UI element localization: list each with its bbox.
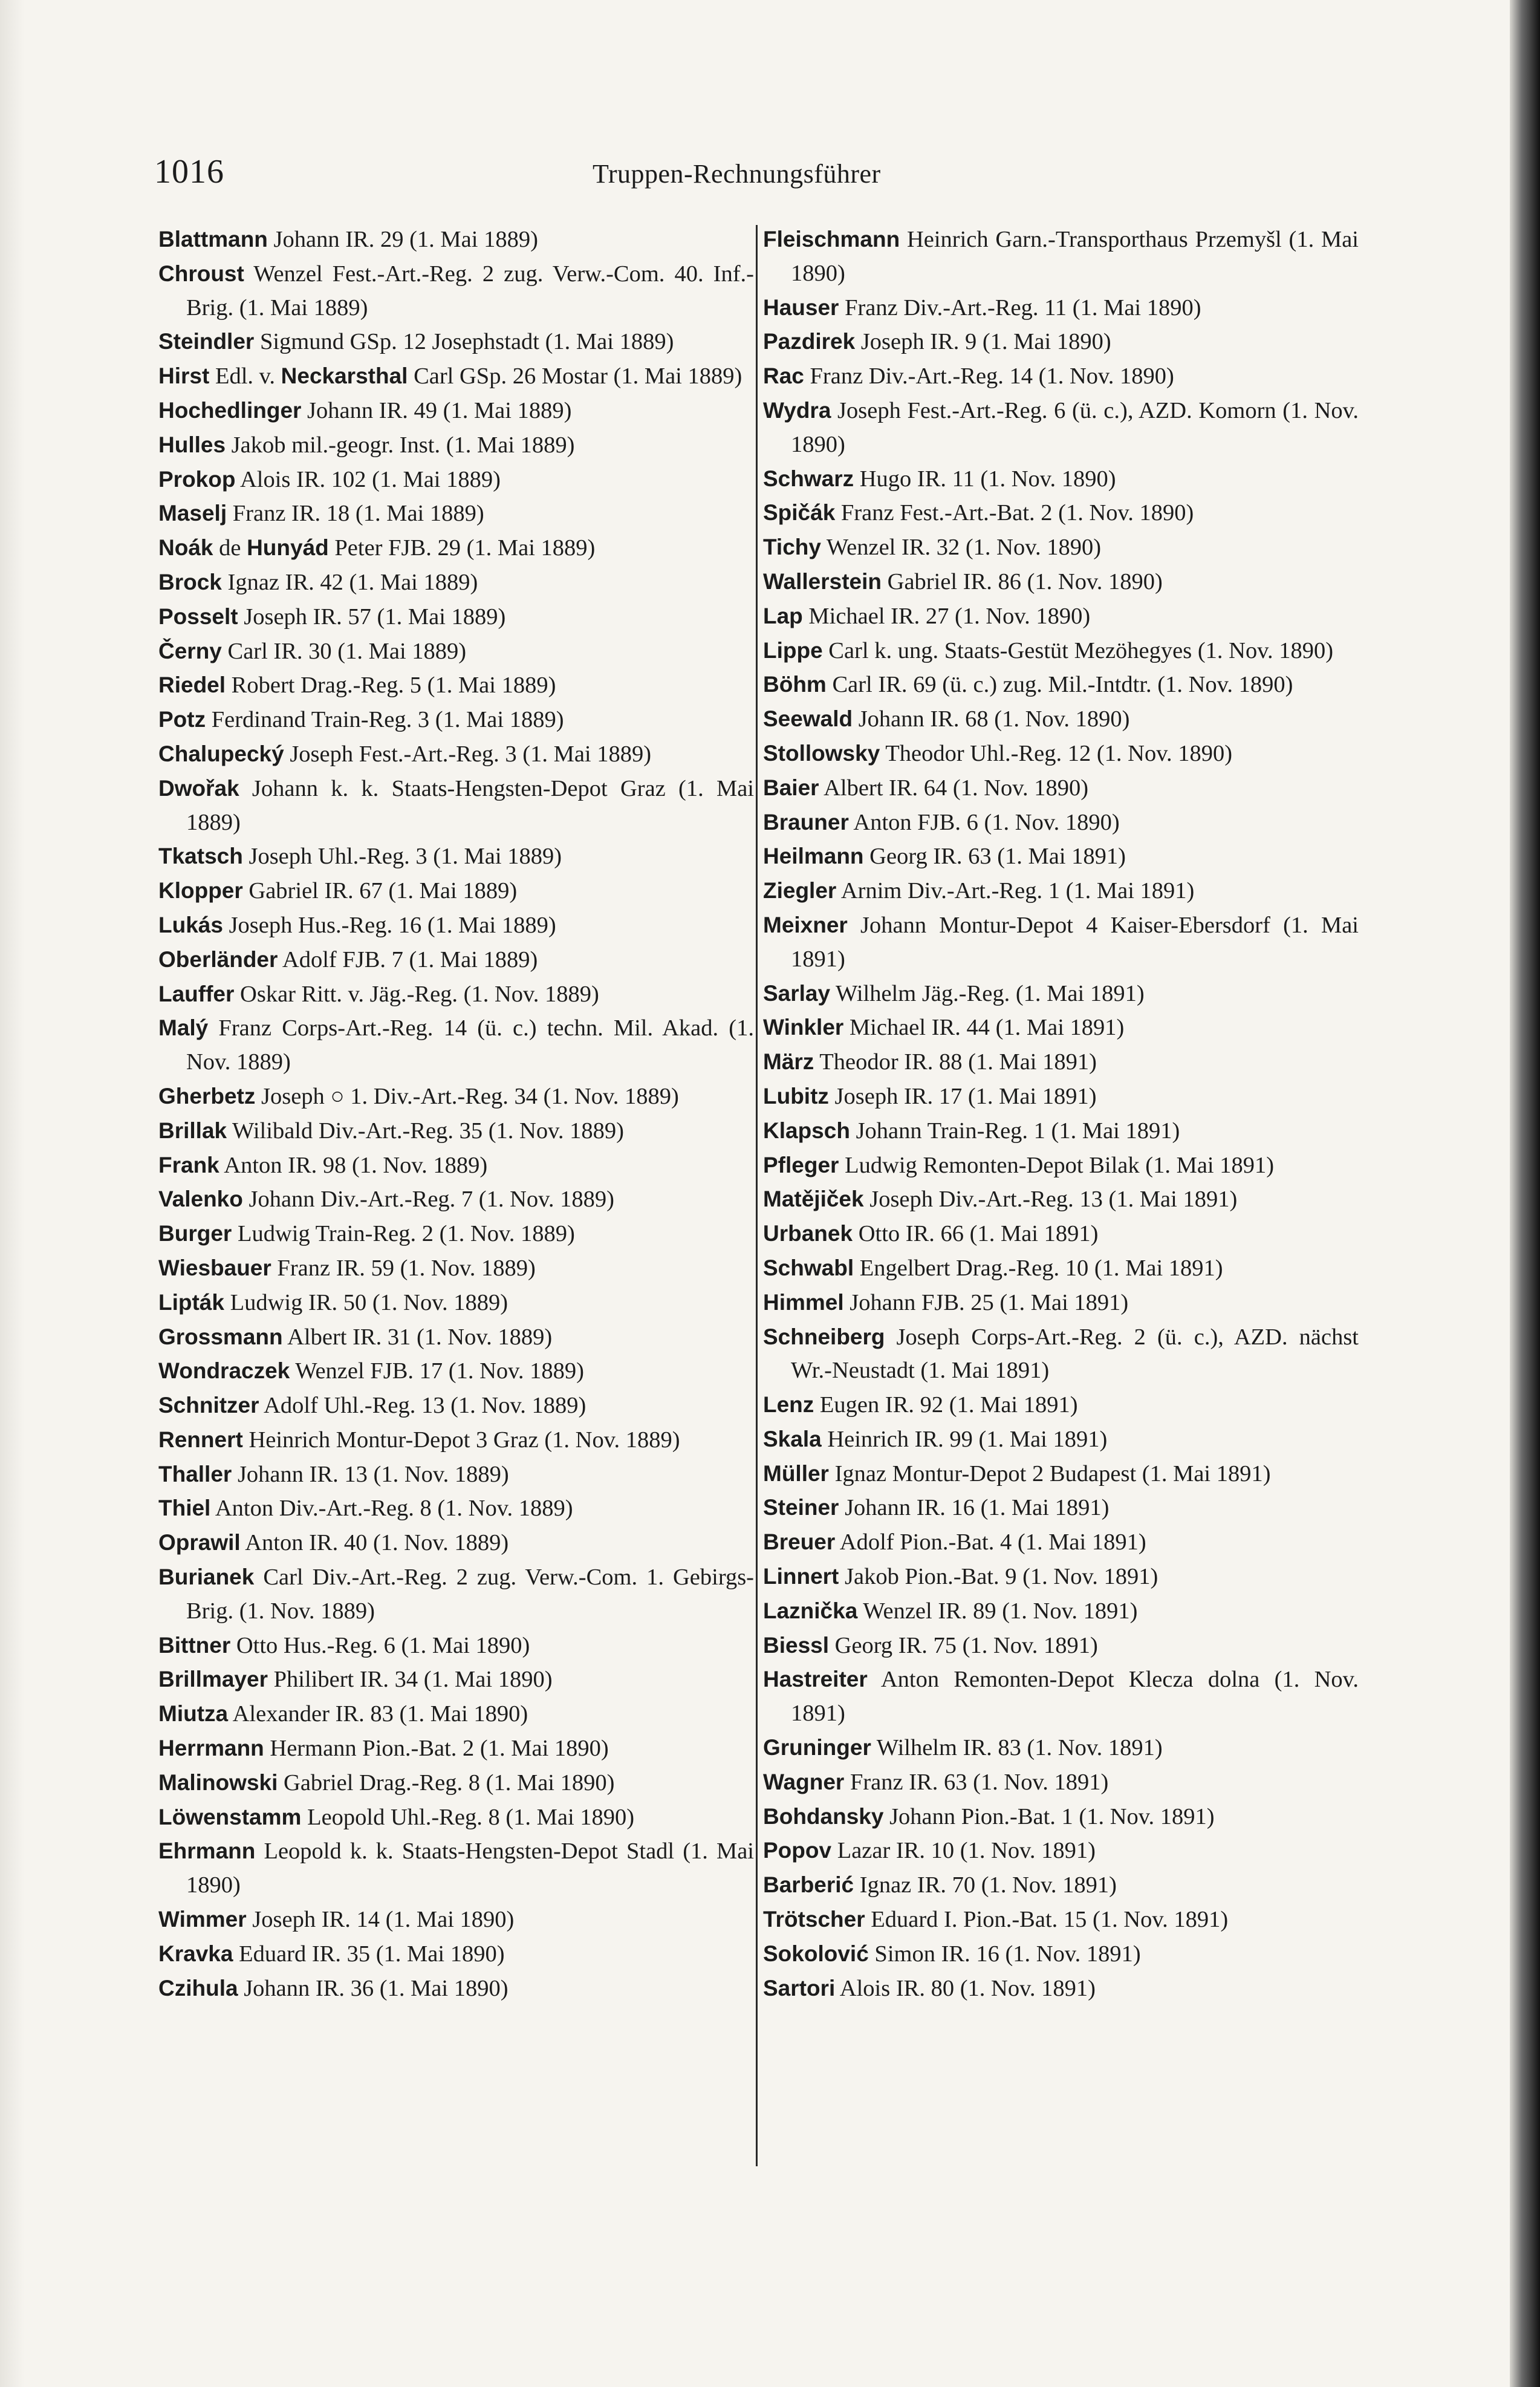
entry-details: Philibert IR. 34 (1. Mai 1890) <box>268 1667 553 1693</box>
list-entry <box>158 1423 754 1457</box>
list-entry <box>158 463 754 497</box>
entry-surname: Popov <box>763 1838 832 1863</box>
list-entry <box>763 1286 1359 1320</box>
list-entry <box>158 1389 754 1423</box>
entry-details: Lazar IR. 10 (1. Nov. 1891) <box>831 1838 1096 1864</box>
list-entry <box>158 223 754 257</box>
list-entry <box>763 839 1359 874</box>
list-entry <box>158 1491 754 1526</box>
entry-surname: Frank <box>158 1152 219 1177</box>
entry-surname: Löwenstamm <box>158 1804 302 1829</box>
entry-details: Adolf Uhl.-Reg. 13 (1. Nov. 1889) <box>259 1393 586 1419</box>
entry-details: Johann FJB. 25 (1. Mai 1891) <box>843 1289 1129 1315</box>
entry-surname: Černy <box>158 638 222 663</box>
entry-surname: Prokop <box>158 466 236 492</box>
entry-surname: Schwabl <box>763 1255 854 1280</box>
list-entry <box>763 1491 1359 1525</box>
entry-details: Anton Div.-Art.-Reg. 8 (1. Nov. 1889) <box>210 1496 573 1522</box>
entry-surname: Miutza <box>158 1701 229 1727</box>
entry-surname: Pfleger <box>763 1152 839 1177</box>
entry-surname: Steindler <box>158 329 255 354</box>
entry-surname: Urbanek <box>763 1221 853 1246</box>
list-entry <box>158 634 754 669</box>
entry-details: Oskar Ritt. v. Jäg.-Reg. (1. Nov. 1889) <box>234 981 599 1007</box>
entry-details: Sigmund GSp. 12 Josephstadt (1. Mai 1889) <box>254 329 674 355</box>
list-entry <box>158 600 754 634</box>
list-entry <box>763 1114 1359 1148</box>
entry-details: Johann k. k. Staats-Hengsten-Depot Graz (1. Mai 1889) <box>186 775 754 835</box>
entry-details: Franz Corps-Art.-Reg. 14 (ü. c.) techn. Mil. Akad. (1. Nov. 1889) <box>186 1015 754 1075</box>
list-entry <box>763 1148 1359 1183</box>
entry-details: Ignaz IR. 42 (1. Mai 1889) <box>221 569 478 595</box>
list-entry <box>763 634 1359 668</box>
entry-details: Otto Hus.-Reg. 6 (1. Mai 1890) <box>230 1632 530 1658</box>
entry-details: Johann IR. 13 (1. Nov. 1889) <box>232 1461 509 1487</box>
list-entry <box>763 1560 1359 1594</box>
list-entry <box>763 462 1359 497</box>
page-left-shadow <box>0 0 24 2387</box>
list-entry <box>763 1457 1359 1491</box>
entry-details: Adolf FJB. 7 (1. Mai 1889) <box>278 946 538 972</box>
entry-details: Carl k. ung. Staats-Gestüt Mezöhegyes (1. Nov. 1890) <box>822 637 1334 663</box>
list-entry <box>763 806 1359 840</box>
list-entry <box>158 1457 754 1492</box>
list-entry <box>763 223 1359 291</box>
entry-details: Johann IR. 68 (1. Nov. 1890) <box>853 706 1130 732</box>
entry-surname: Lukás <box>158 912 223 937</box>
entry-details: Ludwig Train-Reg. 2 (1. Nov. 1889) <box>232 1221 575 1247</box>
entry-surname: Ehrmann <box>158 1838 256 1864</box>
entry-surname: Klopper <box>158 878 243 904</box>
list-entry <box>158 943 754 977</box>
entry-details: Jakob Pion.-Bat. 9 (1. Nov. 1891) <box>839 1564 1158 1590</box>
list-entry <box>763 1903 1359 1937</box>
entry-details: Franz Div.-Art.-Reg. 11 (1. Mai 1890) <box>839 295 1201 321</box>
entry-surname: Pazdirek <box>763 329 856 354</box>
entry-surname: Klapsch <box>763 1118 850 1143</box>
list-entry <box>158 257 754 325</box>
entry-details: Gabriel IR. 86 (1. Nov. 1890) <box>882 568 1163 594</box>
entry-details: Joseph IR. 57 (1. Mai 1889) <box>238 604 506 630</box>
list-entry <box>158 908 754 943</box>
list-entry <box>763 1422 1359 1457</box>
list-entry <box>763 1251 1359 1286</box>
list-entry <box>158 1114 754 1148</box>
entry-surname: Dwořak <box>158 775 239 801</box>
entry-details: Hermann Pion.-Bat. 2 (1. Mai 1890) <box>264 1736 609 1762</box>
entry-details: Johann IR. 29 (1. Mai 1889) <box>267 227 538 252</box>
entry-surname: Rac <box>763 363 804 389</box>
entry-surname: Bohdansky <box>763 1803 884 1829</box>
list-entry <box>763 1080 1359 1114</box>
list-entry <box>763 771 1359 806</box>
entry-surname: Czihula <box>158 1975 238 2001</box>
entry-details: Joseph ○ 1. Div.-Art.-Reg. 34 (1. Nov. 1889) <box>255 1083 679 1109</box>
entry-surname: Sokolović <box>763 1941 869 1966</box>
entry-details: Simon IR. 16 (1. Nov. 1891) <box>868 1941 1141 1967</box>
entry-surname: Oberländer <box>158 946 278 972</box>
list-entry <box>763 1937 1359 1972</box>
list-entry <box>763 496 1359 530</box>
entry-details: Arnim Div.-Art.-Reg. 1 (1. Mai 1891) <box>836 878 1195 904</box>
list-entry <box>158 1286 754 1320</box>
entry-details: Anton IR. 40 (1. Nov. 1889) <box>240 1530 509 1556</box>
entry-details: Joseph IR. 17 (1. Mai 1891) <box>828 1083 1097 1109</box>
entry-details: Franz IR. 63 (1. Nov. 1891) <box>844 1769 1109 1795</box>
list-entry <box>763 1525 1359 1560</box>
list-entry <box>763 908 1359 977</box>
list-entry <box>158 1217 754 1251</box>
entry-details: Anton Remonten-Depot Klecza dolna (1. Nov. 1891) <box>791 1667 1359 1727</box>
entry-surname: Spičák <box>763 500 836 526</box>
list-entry <box>158 428 754 463</box>
list-entry <box>763 1594 1359 1629</box>
entry-surname: Herrmann <box>158 1736 264 1761</box>
entry-details: Johann IR. 36 (1. Mai 1890) <box>238 1975 508 2001</box>
entry-surname: Skala <box>763 1426 822 1451</box>
entry-details: Heinrich Montur-Depot 3 Graz (1. Nov. 1889) <box>242 1427 680 1453</box>
right-column <box>763 223 1359 2005</box>
entry-details: Ignaz IR. 70 (1. Nov. 1891) <box>854 1872 1117 1898</box>
entry-surname: Lubitz <box>763 1083 829 1109</box>
entry-details: Wilhelm IR. 83 (1. Nov. 1891) <box>871 1735 1163 1761</box>
entry-surname: Meixner <box>763 912 848 937</box>
entry-surname: Burger <box>158 1221 232 1246</box>
entry-details: Johann Montur-Depot 4 Kaiser-Ebersdorf (1. Mai 1891) <box>791 912 1359 972</box>
entry-details: Wilibald Div.-Art.-Reg. 35 (1. Nov. 1889) <box>227 1118 624 1144</box>
entry-surname: Potz <box>158 707 206 732</box>
entry-details: Hugo IR. 11 (1. Nov. 1890) <box>854 466 1116 492</box>
list-entry <box>158 1629 754 1663</box>
entry-surname: Brauner <box>763 809 849 835</box>
entry-surname: Hulles <box>158 432 226 457</box>
entry-surname: Wagner <box>763 1769 845 1794</box>
entry-surname: Posselt <box>158 604 238 629</box>
entry-surname: Tichy <box>763 535 821 560</box>
entry-surname: Lauffer <box>158 981 235 1006</box>
list-entry <box>158 1526 754 1560</box>
entry-details: Leopold k. k. Staats-Hengsten-Depot Stadl (1. Mai 1890) <box>186 1838 754 1898</box>
list-entry <box>158 977 754 1012</box>
entry-surname: Wondraczek <box>158 1358 290 1384</box>
entry-surname: Chroust <box>158 261 244 286</box>
page-number: 1016 <box>154 153 224 191</box>
entry-surname: Himmel <box>763 1289 844 1315</box>
entry-details: Joseph Corps-Art.-Reg. 2 (ü. c.), AZD. nächst Wr.-Neustadt (1. Mai 1891) <box>791 1324 1359 1384</box>
entry-surname: Burianek <box>158 1565 255 1590</box>
entry-surname: Steiner <box>763 1495 839 1520</box>
list-entry <box>763 359 1359 394</box>
entry-details: Michael IR. 44 (1. Mai 1891) <box>843 1015 1125 1041</box>
list-entry <box>763 530 1359 565</box>
page-right-edge <box>1510 0 1540 2387</box>
list-entry <box>763 1972 1359 2006</box>
entry-details: Joseph IR. 14 (1. Mai 1890) <box>246 1907 515 1933</box>
list-entry <box>158 1800 754 1835</box>
entry-surname: Wiesbauer <box>158 1255 271 1280</box>
column-divider <box>756 225 758 2166</box>
entry-details: Franz IR. 59 (1. Nov. 1889) <box>271 1255 536 1281</box>
list-entry <box>763 977 1359 1011</box>
entry-details: Otto IR. 66 (1. Mai 1891) <box>853 1221 1099 1247</box>
list-entry <box>158 1354 754 1389</box>
entry-details: Johann Div.-Art.-Reg. 7 (1. Nov. 1889) <box>242 1187 614 1213</box>
entry-details: Ignaz Montur-Depot 2 Budapest (1. Mai 1891) <box>828 1461 1271 1487</box>
entry-surname: März <box>763 1049 814 1075</box>
entry-details: Wilhelm Jäg.-Reg. (1. Mai 1891) <box>830 980 1145 1006</box>
entry-surname: Linnert <box>763 1564 839 1589</box>
list-entry <box>158 1320 754 1355</box>
entry-surname: Thiel <box>158 1496 211 1521</box>
entry-details: Joseph Fest.-Art.-Reg. 3 (1. Mai 1889) <box>284 741 652 767</box>
entry-details: Eugen IR. 92 (1. Mai 1891) <box>814 1392 1078 1418</box>
entry-details: Joseph Div.-Art.-Reg. 13 (1. Mai 1891) <box>863 1187 1238 1213</box>
list-entry <box>158 394 754 428</box>
list-entry <box>158 1937 754 1972</box>
list-entry <box>158 1697 754 1731</box>
list-entry <box>158 1560 754 1629</box>
entry-surname: Oprawil <box>158 1530 241 1555</box>
list-entry <box>158 497 754 531</box>
entry-details: Ludwig Remonten-Depot Bilak (1. Mai 1891) <box>839 1152 1275 1178</box>
entry-surname: Lenz <box>763 1392 814 1418</box>
list-entry <box>763 874 1359 908</box>
entry-surname: Breuer <box>763 1529 836 1555</box>
entry-details: Theodor IR. 88 (1. Mai 1891) <box>814 1049 1097 1075</box>
list-entry <box>763 737 1359 771</box>
entry-details: de <box>213 535 247 561</box>
entry-surname: Biessl <box>763 1632 830 1658</box>
list-entry <box>763 1320 1359 1389</box>
entry-surname: Müller <box>763 1461 829 1486</box>
entry-details: Anton IR. 98 (1. Nov. 1889) <box>219 1152 488 1178</box>
list-entry <box>158 565 754 600</box>
entry-details: Joseph IR. 9 (1. Mai 1890) <box>855 329 1111 355</box>
list-entry <box>158 772 754 840</box>
entry-details: Alois IR. 102 (1. Mai 1889) <box>235 466 501 492</box>
entry-surname: Riedel <box>158 672 226 698</box>
entry-surname: Noák <box>158 535 213 561</box>
entry-details: Eduard I. Pion.-Bat. 15 (1. Nov. 1891) <box>865 1907 1229 1933</box>
entry-details: Robert Drag.-Reg. 5 (1. Mai 1889) <box>226 672 556 699</box>
entry-surname: Ziegler <box>763 878 837 904</box>
entry-details: Alexander IR. 83 (1. Mai 1890) <box>228 1701 528 1727</box>
entry-surname: Schnitzer <box>158 1393 259 1418</box>
entry-details: Georg IR. 75 (1. Nov. 1891) <box>829 1632 1098 1658</box>
entry-surname-second: Hunyád <box>247 535 329 561</box>
list-entry <box>158 531 754 565</box>
entry-surname: Laznička <box>763 1598 858 1623</box>
entry-surname: Hochedlinger <box>158 397 302 423</box>
list-entry <box>158 668 754 703</box>
entry-details: Eduard IR. 35 (1. Mai 1890) <box>233 1941 505 1967</box>
entry-details: Leopold Uhl.-Reg. 8 (1. Mai 1890) <box>301 1804 635 1830</box>
entry-surname: Matějiček <box>763 1187 864 1212</box>
entry-surname: Thaller <box>158 1461 232 1487</box>
entry-details: Ludwig IR. 50 (1. Nov. 1889) <box>224 1289 508 1315</box>
entry-details: Ferdinand Train-Reg. 3 (1. Mai 1889) <box>206 707 564 733</box>
list-entry <box>763 1868 1359 1903</box>
entry-surname: Seewald <box>763 706 853 732</box>
list-entry <box>763 1765 1359 1800</box>
entry-details: Peter FJB. 29 (1. Mai 1889) <box>328 535 596 561</box>
list-entry <box>763 1629 1359 1663</box>
entry-surname: Sartori <box>763 1975 836 2001</box>
entry-surname: Rennert <box>158 1427 243 1452</box>
entry-surname: Brillak <box>158 1118 227 1143</box>
entry-surname: Brock <box>158 569 222 594</box>
entry-details: Franz IR. 18 (1. Mai 1889) <box>227 501 484 527</box>
list-entry <box>158 1972 754 2006</box>
list-entry <box>158 1251 754 1286</box>
entry-details: Johann Train-Reg. 1 (1. Mai 1891) <box>850 1118 1180 1144</box>
entry-surname: Lippe <box>763 637 823 663</box>
entry-details: Gabriel IR. 67 (1. Mai 1889) <box>242 878 518 904</box>
entry-details: Edl. v. <box>209 363 281 389</box>
entry-surname: Bittner <box>158 1632 231 1658</box>
entry-details: Albert IR. 31 (1. Nov. 1889) <box>282 1324 553 1350</box>
entry-details: Franz Div.-Art.-Reg. 14 (1. Nov. 1890) <box>804 363 1174 389</box>
entry-details: Wenzel IR. 89 (1. Nov. 1891) <box>857 1598 1138 1624</box>
list-entry <box>158 1148 754 1183</box>
entry-surname: Schneiberg <box>763 1324 885 1349</box>
entry-details: Johann IR. 49 (1. Mai 1889) <box>301 397 572 423</box>
list-entry <box>158 1834 754 1903</box>
list-entry <box>158 703 754 737</box>
entry-details: Wenzel Fest.-Art.-Reg. 2 zug. Verw.-Com. 40. Inf.-Brig. (1. Mai 1889) <box>186 261 754 321</box>
entry-details: Carl Div.-Art.-Reg. 2 zug. Verw.-Com. 1. Gebirgs-Brig. (1. Nov. 1889) <box>186 1565 754 1624</box>
entry-surname: Wallerstein <box>763 568 882 594</box>
entry-details: Alois IR. 80 (1. Nov. 1891) <box>835 1975 1096 2001</box>
entry-surname: Tkatsch <box>158 844 243 869</box>
entry-details: Georg IR. 63 (1. Mai 1891) <box>863 844 1126 870</box>
list-entry <box>763 1182 1359 1217</box>
entry-surname: Hauser <box>763 295 839 320</box>
entry-surname: Böhm <box>763 672 827 697</box>
list-entry <box>763 599 1359 634</box>
list-entry <box>763 1388 1359 1422</box>
list-entry <box>158 874 754 908</box>
entry-details: Adolf Pion.-Bat. 4 (1. Mai 1891) <box>835 1529 1146 1555</box>
list-entry <box>158 737 754 772</box>
entry-details: Anton FJB. 6 (1. Nov. 1890) <box>848 809 1120 835</box>
entry-surname: Winkler <box>763 1015 844 1040</box>
entry-details: Wenzel FJB. 17 (1. Nov. 1889) <box>290 1358 584 1384</box>
entry-surname: Wimmer <box>158 1907 247 1932</box>
list-entry <box>158 1182 754 1217</box>
list-entry <box>158 1080 754 1114</box>
entry-details: Theodor Uhl.-Reg. 12 (1. Nov. 1890) <box>880 740 1233 766</box>
entry-details: Engelbert Drag.-Reg. 10 (1. Mai 1891) <box>854 1255 1223 1281</box>
list-entry <box>763 702 1359 737</box>
entry-surname: Wydra <box>763 397 831 423</box>
entry-surname: Gherbetz <box>158 1083 256 1109</box>
entry-surname: Maselj <box>158 501 227 526</box>
list-entry <box>158 1766 754 1800</box>
entry-surname: Gruninger <box>763 1735 871 1760</box>
list-entry <box>763 291 1359 325</box>
entry-details: Heinrich Garn.-Transporthaus Przemyšl (1. Mai 1890) <box>791 227 1359 286</box>
entry-surname: Malinowski <box>158 1770 278 1795</box>
entry-details: Heinrich IR. 99 (1. Mai 1891) <box>821 1426 1108 1452</box>
entry-surname: Brillmayer <box>158 1667 268 1692</box>
list-entry <box>763 565 1359 599</box>
entry-surname: Baier <box>763 775 819 800</box>
entry-details: Joseph Hus.-Reg. 16 (1. Mai 1889) <box>223 912 556 938</box>
list-entry <box>158 1662 754 1697</box>
list-entry <box>763 394 1359 462</box>
entry-details: Gabriel Drag.-Reg. 8 (1. Mai 1890) <box>278 1770 615 1796</box>
entry-surname: Barberić <box>763 1872 854 1898</box>
entry-details: Johann Pion.-Bat. 1 (1. Nov. 1891) <box>883 1803 1215 1829</box>
entry-surname: Stollowsky <box>763 740 880 766</box>
left-column <box>158 223 754 2005</box>
entry-surname: Lap <box>763 603 803 628</box>
list-entry <box>158 1731 754 1766</box>
list-entry <box>158 1011 754 1080</box>
running-title: Truppen-Rechnungsführer <box>593 159 881 189</box>
entry-surname: Fleischmann <box>763 227 900 252</box>
entry-surname-second: Neckarsthal <box>281 363 408 389</box>
entry-details: Joseph Uhl.-Reg. 3 (1. Mai 1889) <box>242 844 562 870</box>
entry-details: Johann IR. 16 (1. Mai 1891) <box>839 1495 1110 1521</box>
entry-surname: Grossmann <box>158 1324 283 1349</box>
list-entry <box>763 1011 1359 1045</box>
list-entry <box>763 1217 1359 1251</box>
list-entry <box>158 325 754 359</box>
entry-details: Carl IR. 30 (1. Mai 1889) <box>221 638 467 664</box>
entry-surname: Schwarz <box>763 466 854 491</box>
entry-details: Joseph Fest.-Art.-Reg. 6 (ü. c.), AZD. Komorn (1. Nov. 1890) <box>791 397 1359 457</box>
list-entry <box>763 325 1359 359</box>
entry-details: Jakob mil.-geogr. Inst. (1. Mai 1889) <box>226 432 575 458</box>
list-entry <box>158 359 754 394</box>
list-entry <box>763 1800 1359 1834</box>
list-entry <box>763 1731 1359 1765</box>
entry-details: Albert IR. 64 (1. Nov. 1890) <box>819 775 1089 801</box>
list-entry <box>763 1045 1359 1080</box>
list-entry <box>763 1834 1359 1868</box>
entry-surname: Chalupecký <box>158 741 284 766</box>
page-header <box>154 152 1363 195</box>
entry-surname: Hastreiter <box>763 1667 868 1692</box>
list-entry <box>763 1662 1359 1731</box>
list-entry <box>158 839 754 874</box>
list-entry <box>763 668 1359 702</box>
entry-details: Carl GSp. 26 Mostar (1. Mai 1889) <box>408 363 742 389</box>
entry-surname: Heilmann <box>763 844 864 869</box>
list-entry <box>158 1903 754 1937</box>
entry-details: Wenzel IR. 32 (1. Nov. 1890) <box>820 535 1102 561</box>
entry-surname: Malý <box>158 1015 209 1041</box>
entry-surname: Blattmann <box>158 227 268 252</box>
entry-details: Michael IR. 27 (1. Nov. 1890) <box>802 603 1091 629</box>
entry-details: Franz Fest.-Art.-Bat. 2 (1. Nov. 1890) <box>835 500 1194 526</box>
entry-surname: Lipták <box>158 1289 224 1315</box>
entry-surname: Valenko <box>158 1187 243 1212</box>
entry-surname: Hirst <box>158 363 210 389</box>
entry-details: Carl IR. 69 (ü. c.) zug. Mil.-Intdtr. (1. Nov. 1890) <box>826 672 1293 698</box>
entry-surname: Kravka <box>158 1941 233 1966</box>
entry-surname: Sarlay <box>763 980 831 1006</box>
entry-surname: Trötscher <box>763 1907 865 1932</box>
